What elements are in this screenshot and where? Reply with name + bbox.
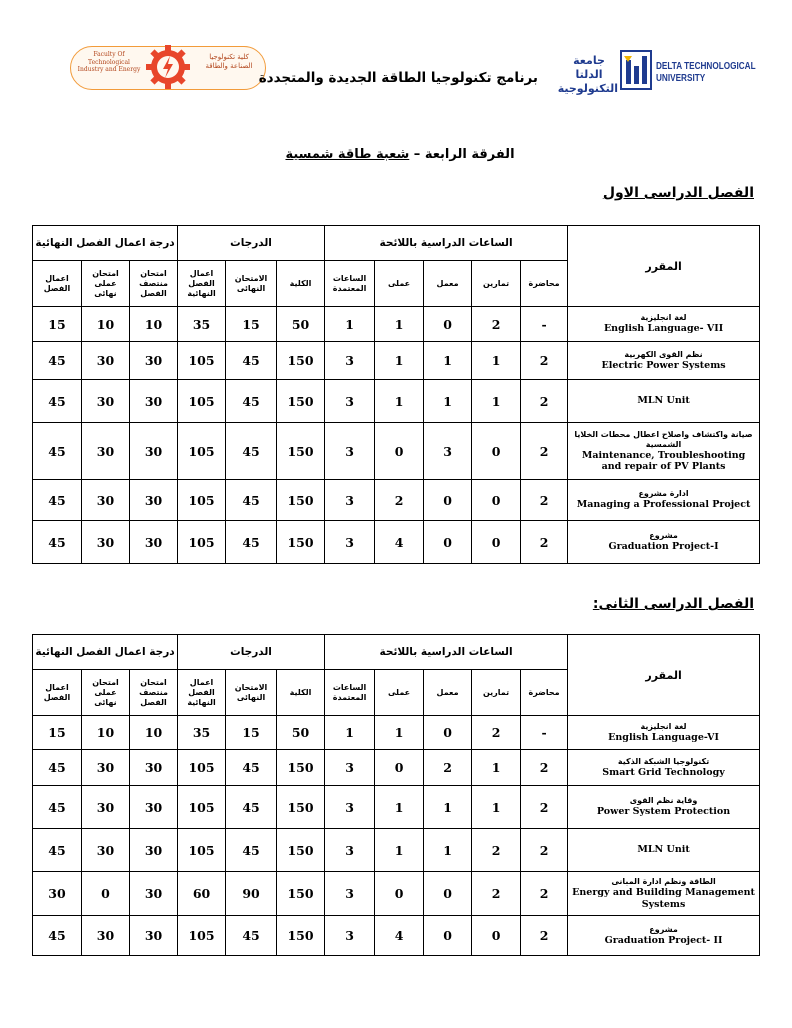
cell-practical: 1 <box>375 342 424 380</box>
cell-midterm-exam: 30 <box>130 480 178 521</box>
course-name-english: Graduation Project-I <box>608 541 719 553</box>
cell-total: 150 <box>277 829 325 872</box>
cell-lecture: 2 <box>521 786 568 829</box>
cell-final-coursework: 105 <box>178 829 226 872</box>
cell-lecture: 2 <box>521 423 568 480</box>
cell-credit-hours: 3 <box>325 750 375 786</box>
cell-final-coursework: 60 <box>178 872 226 916</box>
header-semester-work: اعمال الفصل <box>33 670 82 716</box>
cell-credit-hours: 1 <box>325 307 375 342</box>
cell-semester-work: 45 <box>33 521 82 564</box>
cell-final-coursework: 105 <box>178 380 226 423</box>
university-name-english: DELTA TECHNOLOGICAL UNIVERSITY <box>656 61 756 84</box>
level-title: الفرقة الرابعة – شعبة طاقة شمسية <box>285 147 515 162</box>
course-name-arabic: صيانة واكتشاف واصلاح اعطال محطات الخلايا الشمسية <box>574 429 753 449</box>
header-lab: معمل <box>424 261 472 307</box>
cell-credit-hours: 3 <box>325 872 375 916</box>
faculty-logo <box>70 46 266 90</box>
cell-lecture: 2 <box>521 916 568 956</box>
table-row <box>33 872 760 916</box>
cell-semester-work: 45 <box>33 916 82 956</box>
cell-final-coursework: 105 <box>178 786 226 829</box>
cell-lab: 1 <box>424 786 472 829</box>
cell-semester-work: 45 <box>33 480 82 521</box>
cell-lecture: 2 <box>521 829 568 872</box>
cell-course <box>568 829 760 872</box>
course-name-arabic: لغة انجليزية <box>640 721 687 731</box>
header-final-exam: الامتحان النهائى <box>226 261 277 307</box>
table-row <box>33 786 760 829</box>
cell-course <box>568 872 760 916</box>
cell-final-exam: 90 <box>226 872 277 916</box>
gear-bolt-icon <box>144 43 192 91</box>
cell-practical: 2 <box>375 480 424 521</box>
cell-final-coursework: 35 <box>178 307 226 342</box>
course-name-english: Managing a Professional Project <box>576 499 751 511</box>
cell-final-practical-exam: 30 <box>82 423 130 480</box>
course-name-english: Power System Protection <box>596 806 731 818</box>
table-row <box>33 750 760 786</box>
cell-final-exam: 45 <box>226 423 277 480</box>
semester-2-heading: الفصل الدراسى الثانى: <box>592 596 754 612</box>
cell-final-coursework: 105 <box>178 480 226 521</box>
course-name-arabic: وقاية نظم القوى <box>629 796 698 806</box>
cell-midterm-exam: 30 <box>130 750 178 786</box>
cell-semester-work: 30 <box>33 872 82 916</box>
cell-final-practical-exam: 0 <box>82 872 130 916</box>
cell-final-practical-exam: 30 <box>82 786 130 829</box>
course-name-english: Maintenance, Troubleshooting and repair of PV Plants <box>581 449 746 472</box>
header-lecture: محاضرة <box>521 670 568 716</box>
cell-exercises: 0 <box>472 480 521 521</box>
cell-midterm-exam: 30 <box>130 423 178 480</box>
cell-course <box>568 307 760 342</box>
header-course: المقرر <box>568 226 760 307</box>
cell-midterm-exam: 30 <box>130 872 178 916</box>
cell-course <box>568 480 760 521</box>
cell-practical: 1 <box>375 307 424 342</box>
cell-midterm-exam: 10 <box>130 307 178 342</box>
faculty-logo-english: Faculty Of Technological Industry and Energy <box>77 51 141 73</box>
cell-exercises: 0 <box>472 423 521 480</box>
cell-credit-hours: 3 <box>325 786 375 829</box>
cell-exercises: 0 <box>472 521 521 564</box>
cell-exercises: 1 <box>472 342 521 380</box>
university-logo-mark <box>620 50 652 90</box>
cell-semester-work: 45 <box>33 423 82 480</box>
cell-course <box>568 750 760 786</box>
cell-final-practical-exam: 30 <box>82 829 130 872</box>
cell-final-practical-exam: 30 <box>82 480 130 521</box>
cell-midterm-exam: 30 <box>130 380 178 423</box>
cell-course <box>568 380 760 423</box>
cell-semester-work: 45 <box>33 750 82 786</box>
header-grades-group: الدرجات <box>178 635 325 670</box>
cell-semester-work: 15 <box>33 307 82 342</box>
course-name-arabic: مشروع <box>649 531 678 541</box>
cell-lab: 0 <box>424 716 472 750</box>
cell-practical: 0 <box>375 872 424 916</box>
cell-final-coursework: 105 <box>178 342 226 380</box>
semester-2-table <box>32 634 760 956</box>
table-row <box>33 380 760 423</box>
cell-final-coursework: 105 <box>178 521 226 564</box>
cell-final-exam: 15 <box>226 716 277 750</box>
cell-practical: 1 <box>375 380 424 423</box>
cell-exercises: 0 <box>472 916 521 956</box>
cell-final-exam: 45 <box>226 342 277 380</box>
cell-credit-hours: 3 <box>325 342 375 380</box>
cell-final-practical-exam: 30 <box>82 750 130 786</box>
cell-total: 150 <box>277 380 325 423</box>
table-row <box>33 342 760 380</box>
cell-final-practical-exam: 10 <box>82 307 130 342</box>
cell-lecture: 2 <box>521 480 568 521</box>
header-credit-hours: الساعات المعتمدة <box>325 261 375 307</box>
cell-total: 50 <box>277 716 325 750</box>
cell-midterm-exam: 30 <box>130 521 178 564</box>
cell-practical: 1 <box>375 716 424 750</box>
header-lecture: محاضرة <box>521 261 568 307</box>
table-row <box>33 423 760 480</box>
cell-practical: 1 <box>375 829 424 872</box>
header-final-coursework: اعمال الفصل النهائية <box>178 261 226 307</box>
cell-practical: 0 <box>375 423 424 480</box>
course-name-english: Electric Power Systems <box>601 359 726 371</box>
cell-credit-hours: 3 <box>325 423 375 480</box>
cell-semester-work: 45 <box>33 380 82 423</box>
cell-semester-work: 15 <box>33 716 82 750</box>
header-final-practical-exam: امتحان عملى نهائى <box>82 670 130 716</box>
cell-final-exam: 45 <box>226 829 277 872</box>
cell-final-exam: 45 <box>226 380 277 423</box>
cell-total: 150 <box>277 521 325 564</box>
header-practical: عملى <box>375 261 424 307</box>
cell-total: 150 <box>277 916 325 956</box>
faculty-logo-arabic: كلية تكنولوجيا الصناعة والطاقة <box>205 53 253 70</box>
header-total: الكلية <box>277 261 325 307</box>
course-name-arabic: الطاقة ونظم ادارة المبانى <box>611 877 716 886</box>
university-name-arabic: جامعة الدلتا التكنولوجية <box>557 54 618 95</box>
semester-1-table <box>32 225 760 564</box>
cell-exercises: 2 <box>472 716 521 750</box>
cell-course <box>568 342 760 380</box>
cell-lab: 0 <box>424 521 472 564</box>
cell-exercises: 1 <box>472 750 521 786</box>
semester-1-heading: الفصل الدراسى الاول <box>602 185 754 201</box>
cell-midterm-exam: 30 <box>130 342 178 380</box>
cell-lecture: 2 <box>521 750 568 786</box>
header-final-coursework: اعمال الفصل النهائية <box>178 670 226 716</box>
cell-final-exam: 15 <box>226 307 277 342</box>
cell-midterm-exam: 30 <box>130 916 178 956</box>
course-name-english: MLN Unit <box>637 395 690 407</box>
header-exercises: تمارين <box>472 261 521 307</box>
table-row <box>33 480 760 521</box>
course-name-arabic: لغة انجليزية <box>640 313 687 323</box>
header-credit-hours: الساعات المعتمدة <box>325 670 375 716</box>
course-name-arabic: تكنولوجيا الشبكة الذكية <box>617 756 710 766</box>
cell-final-exam: 45 <box>226 786 277 829</box>
cell-exercises: 2 <box>472 829 521 872</box>
header-exercises: تمارين <box>472 670 521 716</box>
course-name-arabic: مشروع <box>649 924 678 934</box>
cell-final-coursework: 105 <box>178 750 226 786</box>
cell-midterm-exam: 30 <box>130 786 178 829</box>
cell-credit-hours: 3 <box>325 480 375 521</box>
cell-course <box>568 423 760 480</box>
cell-practical: 4 <box>375 521 424 564</box>
cell-final-practical-exam: 30 <box>82 380 130 423</box>
course-name-english: Smart Grid Technology <box>602 766 725 778</box>
cell-exercises: 1 <box>472 786 521 829</box>
course-name-english: English Language-VI <box>608 731 719 743</box>
cell-semester-work: 45 <box>33 342 82 380</box>
cell-total: 150 <box>277 750 325 786</box>
table-row <box>33 916 760 956</box>
cell-final-exam: 45 <box>226 916 277 956</box>
cell-final-coursework: 105 <box>178 916 226 956</box>
cell-total: 150 <box>277 342 325 380</box>
header-practical: عملى <box>375 670 424 716</box>
cell-credit-hours: 1 <box>325 716 375 750</box>
cell-final-coursework: 35 <box>178 716 226 750</box>
cell-final-exam: 45 <box>226 480 277 521</box>
course-name-arabic: نظم القوى الكهربية <box>624 349 703 359</box>
course-name-english: Graduation Project- II <box>604 934 723 946</box>
table-row <box>33 716 760 750</box>
cell-course <box>568 786 760 829</box>
cell-total: 150 <box>277 786 325 829</box>
cell-lab: 1 <box>424 342 472 380</box>
program-title: برنامج تكنولوجيا الطاقة الجديدة والمتجددة <box>258 70 538 86</box>
cell-final-practical-exam: 10 <box>82 716 130 750</box>
table-row <box>33 521 760 564</box>
cell-lab: 0 <box>424 872 472 916</box>
cell-practical: 4 <box>375 916 424 956</box>
cell-course <box>568 916 760 956</box>
cell-total: 150 <box>277 423 325 480</box>
cell-exercises: 2 <box>472 307 521 342</box>
cell-lab: 0 <box>424 480 472 521</box>
header-hours-group: الساعات الدراسية باللائحة <box>325 226 568 261</box>
cell-total: 50 <box>277 307 325 342</box>
cell-semester-work: 45 <box>33 786 82 829</box>
header-total: الكلية <box>277 670 325 716</box>
cell-final-exam: 45 <box>226 521 277 564</box>
cell-lecture: - <box>521 716 568 750</box>
course-name-english: English Language- VII <box>603 323 724 335</box>
cell-exercises: 2 <box>472 872 521 916</box>
cell-course <box>568 716 760 750</box>
cell-lab: 0 <box>424 916 472 956</box>
course-name-english: Energy and Building Management Systems <box>572 887 755 910</box>
header-grades-group: الدرجات <box>178 226 325 261</box>
cell-lab: 2 <box>424 750 472 786</box>
header-coursework-group: درجة اعمال الفصل النهائية <box>33 226 178 261</box>
header-course: المقرر <box>568 635 760 716</box>
header-midterm-exam: امتحان منتصف الفصل <box>130 261 178 307</box>
cell-final-practical-exam: 30 <box>82 342 130 380</box>
cell-exercises: 1 <box>472 380 521 423</box>
cell-credit-hours: 3 <box>325 380 375 423</box>
header-midterm-exam: امتحان منتصف الفصل <box>130 670 178 716</box>
cell-lecture: 2 <box>521 521 568 564</box>
cell-practical: 1 <box>375 786 424 829</box>
cell-lab: 1 <box>424 380 472 423</box>
cell-practical: 0 <box>375 750 424 786</box>
cell-midterm-exam: 30 <box>130 829 178 872</box>
table-row <box>33 307 760 342</box>
cell-credit-hours: 3 <box>325 521 375 564</box>
cell-credit-hours: 3 <box>325 916 375 956</box>
cell-credit-hours: 3 <box>325 829 375 872</box>
cell-lab: 0 <box>424 307 472 342</box>
header-final-exam: الامتحان النهائى <box>226 670 277 716</box>
cell-final-coursework: 105 <box>178 423 226 480</box>
header-coursework-group: درجة اعمال الفصل النهائية <box>33 635 178 670</box>
cell-lecture: 2 <box>521 342 568 380</box>
cell-lab: 1 <box>424 829 472 872</box>
header-semester-work: اعمال الفصل <box>33 261 82 307</box>
cell-final-practical-exam: 30 <box>82 916 130 956</box>
cell-total: 150 <box>277 872 325 916</box>
cell-lecture: 2 <box>521 380 568 423</box>
cell-lecture: - <box>521 307 568 342</box>
cell-total: 150 <box>277 480 325 521</box>
cell-lecture: 2 <box>521 872 568 916</box>
cell-lab: 3 <box>424 423 472 480</box>
cell-final-exam: 45 <box>226 750 277 786</box>
course-name-english: MLN Unit <box>637 844 690 856</box>
cell-semester-work: 45 <box>33 829 82 872</box>
cell-midterm-exam: 10 <box>130 716 178 750</box>
table-row <box>33 829 760 872</box>
course-name-arabic: ادارة مشروع <box>638 489 689 499</box>
header-hours-group: الساعات الدراسية باللائحة <box>325 635 568 670</box>
header-final-practical-exam: امتحان عملى نهائى <box>82 261 130 307</box>
header-lab: معمل <box>424 670 472 716</box>
cell-final-practical-exam: 30 <box>82 521 130 564</box>
cell-course <box>568 521 760 564</box>
